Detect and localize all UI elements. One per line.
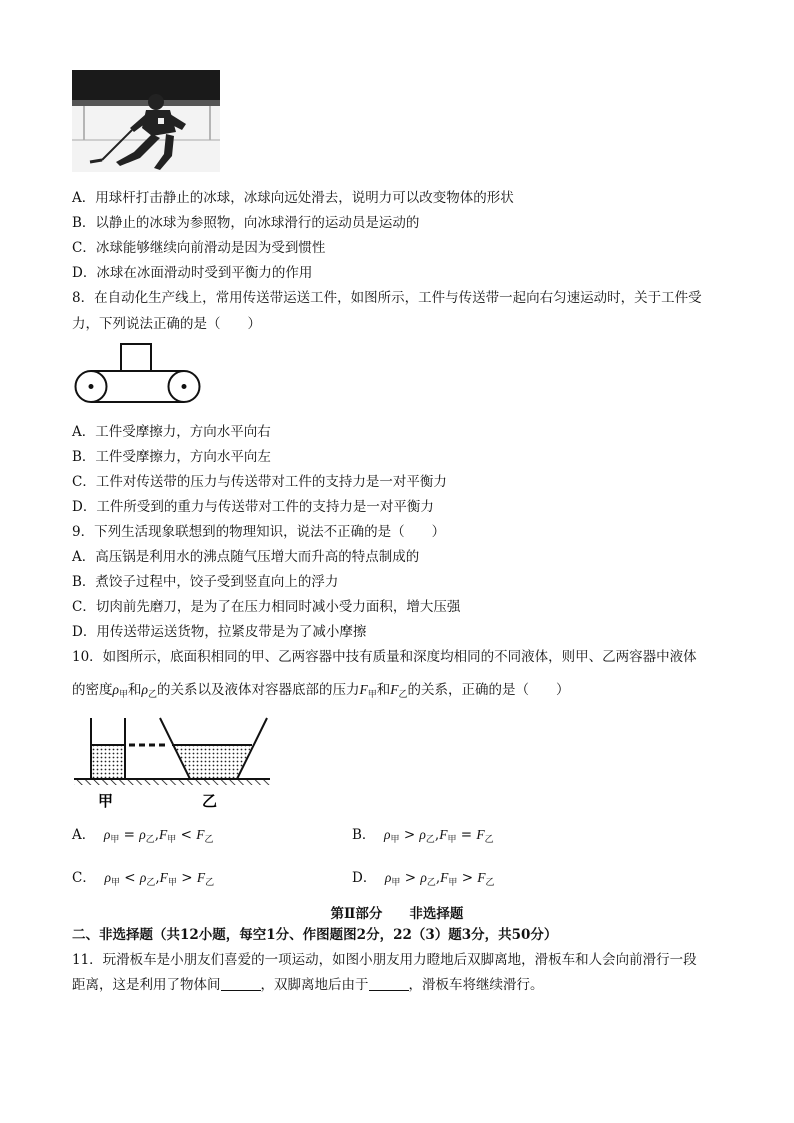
q11-blank-2[interactable] — [369, 977, 409, 991]
q9-stem: 9．下列生活现象联想到的物理知识，说法不正确的是（ ） — [72, 524, 446, 540]
q10-stem-line2: 的密度$\rho_甲$和$\rho_乙$的关系以及液体对容器底部的压力$F_甲$和$F_乙$的关系，正确的是（ ） — [72, 682, 570, 699]
rho-yi: $\rho_乙$ — [141, 682, 157, 699]
f-yi: $F_乙$ — [390, 682, 408, 699]
q11-blank-1[interactable] — [221, 977, 261, 991]
q8-option-c: C．工件对传送带的压力与传送带对工件的支持力是一对平衡力 — [72, 474, 447, 490]
q10-option-c: C． $\rho_甲 < \rho_乙,F_甲 > F_乙$ — [72, 870, 215, 887]
part2-title: 第Ⅱ部分 非选择题 — [330, 906, 464, 922]
containers-diagram — [72, 716, 272, 810]
q10-option-d: D． $\rho_甲 > \rho_乙,F_甲 > F_乙$ — [352, 870, 495, 887]
f-jia: $F_甲$ — [359, 682, 377, 699]
q10-stem-line1: 10．如图所示，底面积相同的甲、乙两容器中技有质量和深度均相同的不同液体，则甲、乙两容器中液体 — [72, 649, 697, 665]
q9-option-b: B．煮饺子过程中，饺子受到竖直向上的浮力 — [72, 574, 339, 590]
q9-option-d: D．用传送带运送货物，拉紧皮带是为了减小摩擦 — [72, 624, 367, 640]
q11-stem-line2: 距离，这是利用了物体间 ，双脚离地后由于 ，滑板车将继续滑行。 — [72, 977, 544, 993]
q7-option-d: D．冰球在冰面滑动时受到平衡力的作用 — [72, 265, 313, 281]
q8-stem-line1: 8．在自动化生产线上，常用传送带运送工件，如图所示，工件与传送带一起向右匀速运动时，关于工件受 — [72, 290, 702, 306]
q7-option-b: B．以静止的冰球为参照物，向冰球滑行的运动员是运动的 — [72, 215, 420, 231]
q7-option-a: A．用球杆打击静止的冰球，冰球向远处滑去，说明力可以改变物体的形状 — [72, 190, 514, 206]
q9-option-a: A．高压锅是利用水的沸点随气压增大而升高的特点制成的 — [72, 549, 420, 565]
q10-option-a: A． $\rho_甲 = \rho_乙,F_甲 < F_乙$ — [72, 827, 214, 844]
q7-option-c: C．冰球能够继续向前滑动是因为受到惯性 — [72, 240, 326, 256]
hockey-player-photo — [72, 70, 220, 172]
label-jia: 甲 — [98, 792, 114, 810]
q10-option-b: B． $\rho_甲 > \rho_乙,F_甲 = F_乙$ — [352, 827, 494, 844]
q8-option-a: A．工件受摩擦力，方向水平向右 — [72, 424, 271, 440]
q8-option-b: B．工件受摩擦力，方向水平向左 — [72, 449, 271, 465]
q9-option-c: C．切肉前先磨刀，是为了在压力相同时减小受力面积，增大压强 — [72, 599, 461, 615]
label-yi: 乙 — [202, 792, 218, 810]
q11-stem-line1: 11．玩滑板车是小朋友们喜爱的一项运动，如图小朋友用力瞪地后双脚离地，滑板车和人会向前滑行一段 — [72, 952, 697, 968]
q8-option-d: D．工件所受到的重力与传送带对工件的支持力是一对平衡力 — [72, 499, 434, 515]
section-heading: 二、非选择题（共12小题，每空1分、作图题图2分，22（3）题3分，共50分） — [72, 927, 558, 943]
q8-stem-line2: 力，下列说法正确的是（ ） — [72, 316, 261, 332]
rho-jia: $\rho_甲$ — [112, 682, 128, 699]
conveyor-belt-diagram — [72, 342, 204, 406]
